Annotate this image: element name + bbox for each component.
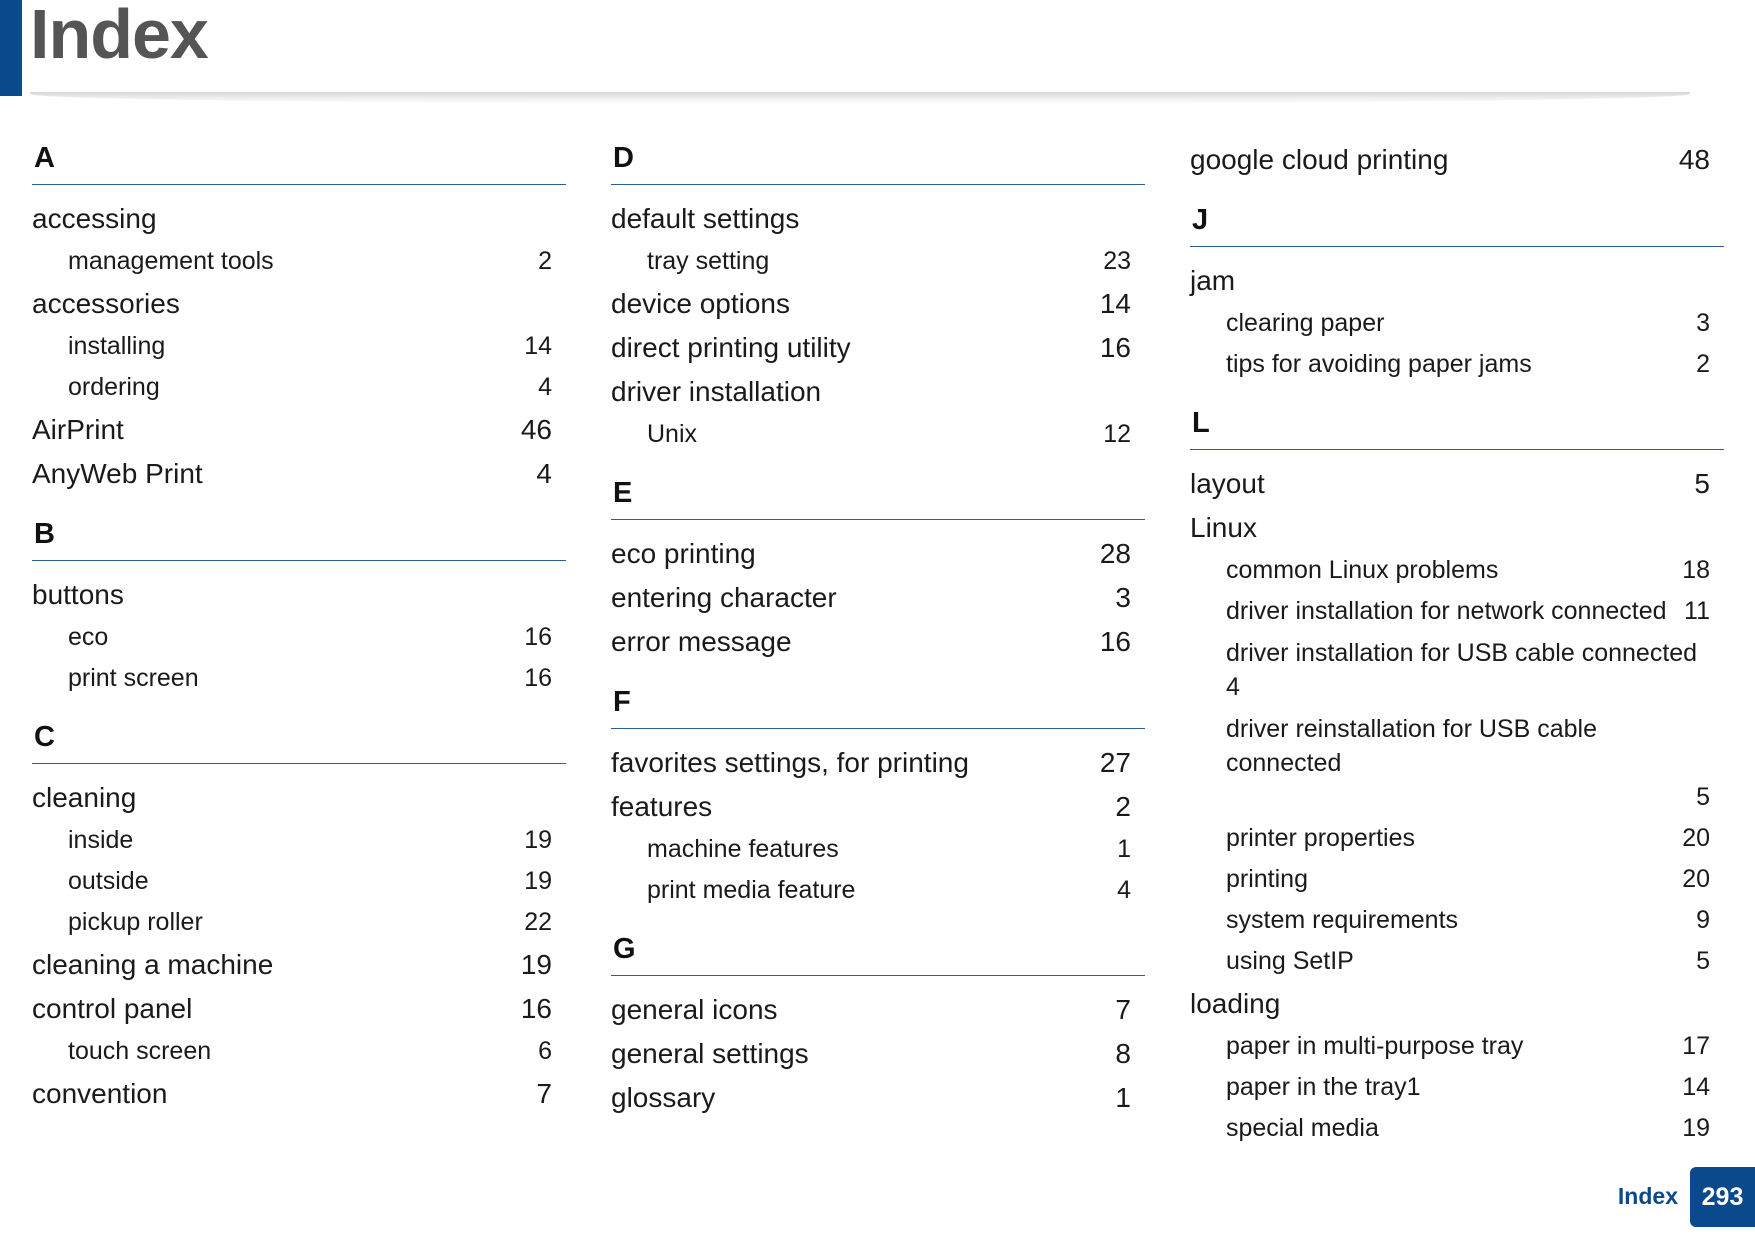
page-link[interactable]: 16	[524, 664, 552, 692]
page-link[interactable]: 20	[1682, 865, 1710, 893]
index-subentry[interactable]	[32, 820, 552, 861]
entry-label: print screen	[68, 664, 199, 692]
entry-label: google cloud printing	[1190, 144, 1449, 175]
index-subentry[interactable]	[1190, 941, 1710, 982]
entry-label: clearing paper	[1226, 309, 1385, 337]
header-divider	[30, 92, 1690, 104]
entry-label: jam	[1190, 265, 1236, 296]
entry-label: error message	[611, 626, 792, 657]
index-entry[interactable]	[611, 532, 1131, 576]
index-subentry[interactable]	[32, 658, 552, 699]
section-letter-c: C	[32, 719, 566, 764]
index-subentry[interactable]	[1190, 550, 1710, 591]
page-title: Index	[30, 0, 208, 73]
entry-label: loading	[1190, 988, 1281, 1019]
index-subentry[interactable]	[1190, 344, 1710, 385]
index-entry[interactable]	[611, 620, 1131, 664]
entry-label: eco printing	[611, 538, 756, 569]
entry-label: touch screen	[68, 1037, 212, 1065]
page-link[interactable]: 7	[536, 1078, 552, 1109]
index-entry[interactable]	[611, 576, 1131, 620]
entry-label: outside	[68, 867, 149, 895]
index-entry[interactable]	[611, 326, 1131, 370]
page-link[interactable]: 12	[1103, 420, 1131, 448]
section-letter-j: J	[1190, 202, 1724, 247]
index-subentry[interactable]	[32, 902, 552, 943]
index-subentry[interactable]	[32, 367, 552, 408]
entry-label: printer properties	[1226, 824, 1415, 852]
index-entry[interactable]	[1190, 462, 1710, 506]
page-number-badge: 293	[1690, 1167, 1755, 1227]
page-link[interactable]: 2	[538, 247, 552, 275]
page-link[interactable]: 46	[520, 414, 552, 445]
index-entry[interactable]	[611, 741, 1131, 785]
entry-label: entering character	[611, 582, 837, 613]
entry-label: tips for avoiding paper jams	[1226, 350, 1532, 378]
index-entry	[1190, 982, 1710, 1026]
index-subentry[interactable]	[32, 326, 552, 367]
index-entry	[1190, 506, 1710, 550]
page-link[interactable]: 14	[1682, 1073, 1710, 1101]
entry-label: ordering	[68, 373, 160, 401]
entry-label: cleaning	[32, 782, 137, 813]
index-entry	[32, 573, 552, 617]
section-letter-f: F	[611, 684, 1145, 729]
entry-label: features	[611, 791, 713, 822]
section-letter-g: G	[611, 931, 1145, 976]
section-letter-b: B	[32, 516, 566, 561]
entry-label: driver installation for USB cable connected	[1226, 639, 1698, 667]
entry-label: glossary	[611, 1082, 716, 1113]
index-subentry[interactable]	[1190, 632, 1710, 708]
entry-label: general icons	[611, 994, 778, 1025]
index-entry[interactable]	[32, 452, 552, 496]
index-subentry[interactable]	[611, 414, 1131, 455]
entry-label: common Linux problems	[1226, 556, 1499, 584]
index-subentry[interactable]	[1190, 303, 1710, 344]
page-link[interactable]: 3	[1696, 309, 1710, 337]
index-entry[interactable]	[32, 987, 552, 1031]
entry-label: paper in multi-purpose tray	[1226, 1032, 1524, 1060]
index-entry	[611, 197, 1131, 241]
entry-label: using SetIP	[1226, 947, 1354, 975]
index-column-1	[32, 138, 582, 1116]
index-subentry[interactable]	[611, 241, 1131, 282]
entry-label: default settings	[611, 203, 800, 234]
page-link[interactable]: 8	[1115, 1038, 1131, 1069]
index-subentry[interactable]	[1190, 1026, 1710, 1067]
section-letter-e: E	[611, 475, 1145, 520]
index-subentry[interactable]	[1190, 859, 1710, 900]
index-entry	[611, 370, 1131, 414]
page-link[interactable]: 3	[1115, 582, 1131, 613]
page-link[interactable]: 6	[538, 1037, 552, 1065]
entry-label: device options	[611, 288, 791, 319]
index-entry[interactable]	[611, 1076, 1131, 1120]
entry-label: direct printing utility	[611, 332, 851, 363]
entry-label: control panel	[32, 993, 193, 1024]
page-link[interactable]: 27	[1099, 747, 1131, 778]
index-subentry[interactable]	[32, 241, 552, 282]
page-link[interactable]: 23	[1103, 247, 1131, 275]
index-entry[interactable]	[611, 1032, 1131, 1076]
page-link[interactable]: 19	[524, 867, 552, 895]
page-link[interactable]: 14	[524, 332, 552, 360]
page-link[interactable]: 19	[520, 949, 552, 980]
page-link[interactable]: 2	[1115, 791, 1131, 822]
page-link[interactable]: 18	[1682, 556, 1710, 584]
index-subentry[interactable]	[32, 1031, 552, 1072]
index-entry[interactable]	[1190, 138, 1710, 182]
page-link[interactable]: 16	[1099, 626, 1131, 657]
entry-label: driver installation	[611, 376, 822, 407]
page-link[interactable]: 2	[1696, 350, 1710, 378]
index-subentry[interactable]	[611, 870, 1131, 911]
index-entry[interactable]	[32, 408, 552, 452]
entry-label: machine features	[647, 835, 839, 863]
index-subentry[interactable]	[1190, 591, 1710, 632]
index-entry[interactable]	[611, 785, 1131, 829]
entry-label: buttons	[32, 579, 124, 610]
entry-label: driver installation for network connected	[1226, 597, 1667, 625]
page-link[interactable]: 48	[1678, 144, 1710, 175]
page-link[interactable]: 5	[1694, 468, 1710, 499]
entry-label: pickup roller	[68, 908, 203, 936]
header-accent-bar	[0, 0, 22, 96]
page-link[interactable]: 1	[1117, 835, 1131, 863]
page-link[interactable]: 1	[1115, 1082, 1131, 1113]
entry-label: Linux	[1190, 512, 1257, 543]
index-entry	[1190, 259, 1710, 303]
entry-label: system requirements	[1226, 906, 1459, 934]
entry-label: AirPrint	[32, 414, 124, 445]
index-entry	[32, 776, 552, 820]
page-link[interactable]: 22	[524, 908, 552, 936]
entry-label: layout	[1190, 468, 1265, 499]
index-entry[interactable]	[32, 943, 552, 987]
entry-label: cleaning a machine	[32, 949, 274, 980]
entry-label: special media	[1226, 1114, 1379, 1142]
index-entry	[32, 282, 552, 326]
entry-label: driver reinstallation for USB cable connected	[1226, 715, 1597, 777]
page-link[interactable]: 19	[524, 826, 552, 854]
entry-label: installing	[68, 332, 166, 360]
page-link[interactable]: 16	[524, 623, 552, 651]
page-link[interactable]: 4	[536, 458, 552, 489]
entry-label: printing	[1226, 865, 1308, 893]
page-link[interactable]: 7	[1115, 994, 1131, 1025]
section-letter-d: D	[611, 140, 1145, 185]
entry-label: tray setting	[647, 247, 770, 275]
entry-label: management tools	[68, 247, 274, 275]
index-subentry[interactable]	[32, 617, 552, 658]
section-letter-a: A	[32, 140, 566, 185]
index-subentry[interactable]	[1190, 1067, 1710, 1108]
entry-label: print media feature	[647, 876, 856, 904]
page-link[interactable]: 5	[1696, 947, 1710, 975]
page-link[interactable]: 17	[1682, 1032, 1710, 1060]
page-link[interactable]: 9	[1696, 906, 1710, 934]
page-link[interactable]: 14	[1099, 288, 1131, 319]
entry-label: general settings	[611, 1038, 809, 1069]
section-letter-l: L	[1190, 405, 1724, 450]
entry-label: Unix	[647, 420, 698, 448]
page-link[interactable]: 16	[520, 993, 552, 1024]
entry-label: paper in the tray1	[1226, 1073, 1421, 1101]
entry-label: inside	[68, 826, 134, 854]
entry-label: favorites settings, for printing	[611, 747, 969, 778]
index-subentry[interactable]	[1190, 1108, 1710, 1149]
page-link[interactable]: 19	[1682, 1114, 1710, 1142]
page-link[interactable]: 4	[538, 373, 552, 401]
index-entry[interactable]	[611, 282, 1131, 326]
page-link[interactable]: 11	[1684, 597, 1710, 625]
entry-label: AnyWeb Print	[32, 458, 203, 489]
index-entry	[32, 197, 552, 241]
entry-label: accessories	[32, 288, 180, 319]
index-subentry[interactable]	[611, 829, 1131, 870]
page-link[interactable]: 4	[1117, 876, 1131, 904]
footer-section-label: Index	[1617, 1183, 1678, 1209]
index-entry[interactable]	[32, 1072, 552, 1116]
page-link[interactable]: 16	[1099, 332, 1131, 363]
index-entry[interactable]	[611, 988, 1131, 1032]
index-subentry[interactable]	[32, 861, 552, 902]
entry-label: convention	[32, 1078, 168, 1109]
entry-label: eco	[68, 623, 109, 651]
page-link[interactable]: 4	[1226, 673, 1240, 701]
index-column-3	[1190, 138, 1740, 1149]
entry-label: accessing	[32, 203, 157, 234]
index-subentry[interactable]	[1190, 708, 1710, 818]
index-subentry[interactable]	[1190, 900, 1710, 941]
page-link[interactable]: 20	[1682, 824, 1710, 852]
page-link[interactable]: 5	[1696, 783, 1710, 811]
index-column-2	[611, 138, 1161, 1120]
index-subentry[interactable]	[1190, 818, 1710, 859]
page-link[interactable]: 28	[1099, 538, 1131, 569]
